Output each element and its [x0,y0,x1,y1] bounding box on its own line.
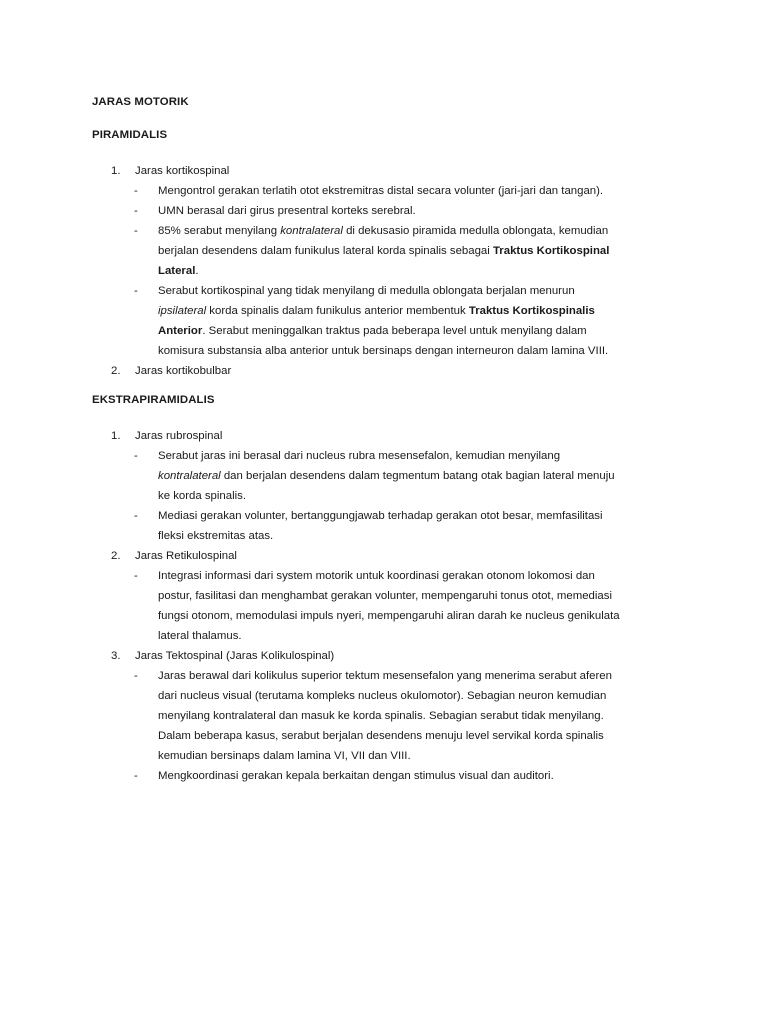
bullet-dash: - [134,450,138,462]
bullet-text-line: kemudian bersinaps dalam lamina VI, VII dan VIII. [158,750,411,762]
bullet-text-line: UMN berasal dari girus presentral korteks serebral. [158,205,416,217]
section-heading: EKSTRAPIRAMIDALIS [92,394,215,406]
bullet-text-line: fleksi ekstremitas atas. [158,530,274,542]
list-item-number: 1. [111,165,121,177]
bullet-dash: - [134,225,138,237]
bullet-text-line: Lateral. [158,265,199,277]
bullet-text-line: fungsi otonom, memodulasi impuls nyeri, mempengaruhi aliran darah ke nucleus genikulata [158,610,620,622]
bullet-text-line: berjalan desendens dalam funikulus lateral korda spinalis sebagai Traktus Kortikospinal [158,245,610,257]
bullet-text-line: Jaras berawal dari kolikulus superior tektum mesensefalon yang menerima serabut aferen [158,670,612,682]
bullet-dash: - [134,205,138,217]
bullet-dash: - [134,670,138,682]
bullet-text-line: Mediasi gerakan volunter, bertanggungjawab terhadap gerakan otot besar, memfasilitasi [158,510,603,522]
list-item-label: Jaras Retikulospinal [135,550,237,562]
bullet-text-line: Anterior. Serabut meninggalkan traktus pada beberapa level untuk menyilang dalam [158,325,587,337]
bullet-text-line: 85% serabut menyilang kontralateral di dekusasio piramida medulla oblongata, kemudian [158,225,609,237]
bullet-dash: - [134,510,138,522]
bullet-text-line: postur, fasilitasi dan menghambat gerakan volunter, mempengaruhi tonus otot, memediasi [158,590,612,602]
bullet-text-line: komisura substansia alba anterior untuk bersinaps dengan interneuron dalam lamina VIII. [158,345,609,357]
bullet-text-line: kontralateral dan berjalan desendens dalam tegmentum batang otak bagian lateral menuju [158,470,615,482]
bullet-text-line: ipsilateral korda spinalis dalam funikulus anterior membentuk Traktus Kortikospinalis [158,305,595,317]
bullet-dash: - [134,570,138,582]
bullet-text-line: Serabut kortikospinal yang tidak menyilang di medulla oblongata berjalan menurun [158,285,575,297]
list-item-label: Jaras Tektospinal (Jaras Kolikulospinal) [135,650,335,662]
list-item-label: Jaras kortikobulbar [135,365,232,377]
list-item-number: 1. [111,430,121,442]
list-item-number: 3. [111,650,121,662]
list-item-number: 2. [111,365,121,377]
list-item-number: 2. [111,550,121,562]
bullet-text-line: ke korda spinalis. [158,490,247,502]
list-item-label: Jaras rubrospinal [135,430,223,442]
bullet-text-line: Integrasi informasi dari system motorik untuk koordinasi gerakan otonom lokomosi dan [158,570,595,582]
bullet-text-line: dari nucleus visual (terutama kompleks nucleus okulomotor). Sebagian neuron kemudian [158,690,607,702]
bullet-text-line: menyilang kontralateral dan masuk ke korda spinalis. Sebagian serabut tidak menyilang. [158,710,604,722]
section-heading: PIRAMIDALIS [92,129,168,141]
bullet-text-line: Mengontrol gerakan terlatih otot ekstremitras distal secara volunter (jari-jari dan tangan). [158,185,604,197]
bullet-dash: - [134,185,138,197]
document-title: JARAS MOTORIK [92,96,189,108]
bullet-dash: - [134,770,138,782]
list-item-label: Jaras kortikospinal [135,165,230,177]
bullet-text-line: Mengkoordinasi gerakan kepala berkaitan dengan stimulus visual dan auditori. [158,770,554,782]
bullet-text-line: lateral thalamus. [158,630,242,642]
bullet-text-line: Serabut jaras ini berasal dari nucleus rubra mesensefalon, kemudian menyilang [158,450,561,462]
bullet-text-line: Dalam beberapa kasus, serabut berjalan desendens menuju level servikal korda spinalis [158,730,604,742]
bullet-dash: - [134,285,138,297]
